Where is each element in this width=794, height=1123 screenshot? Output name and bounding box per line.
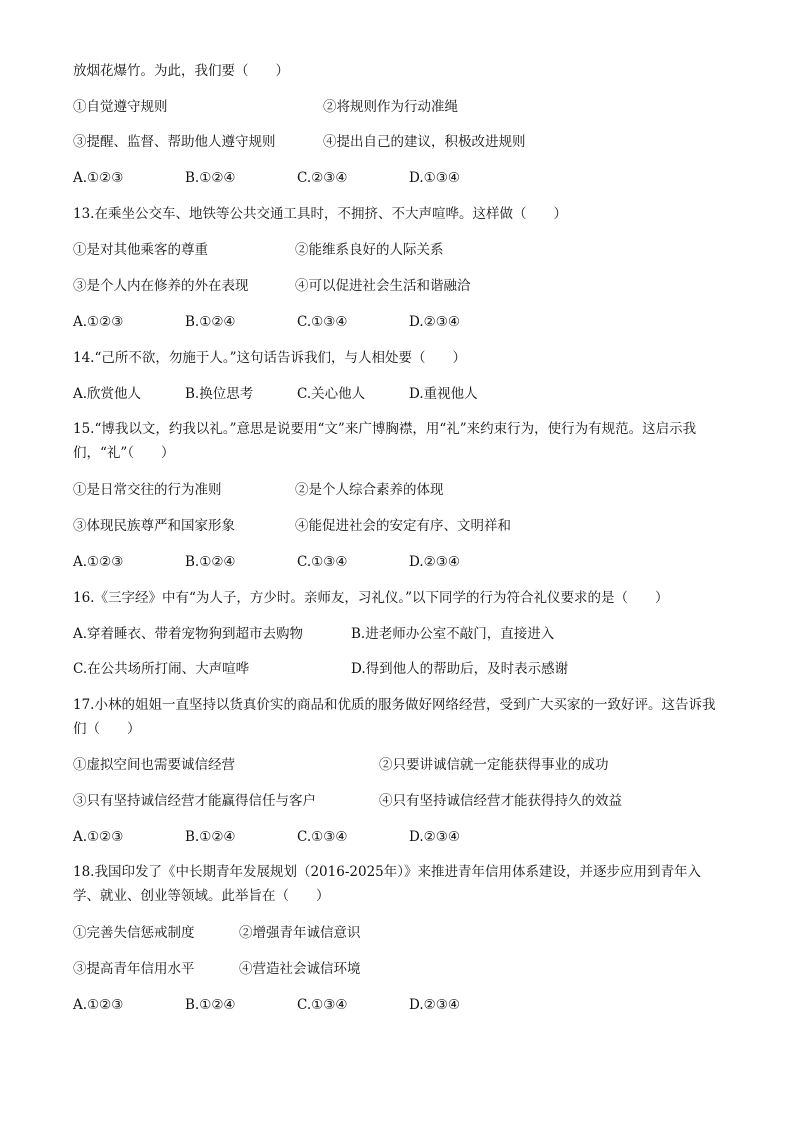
q12-choice-c: C.②③④: [297, 170, 348, 186]
q12-statement-2: ②将规则作为行动准绳: [323, 99, 458, 115]
q12-choice-d: D.①③④: [409, 170, 460, 186]
q12-options-row2: [73, 133, 526, 151]
q15-statement-1: ①是日常交往的行为准则: [73, 482, 222, 498]
q18-choice-b: B.①②④: [185, 997, 236, 1013]
q16-stem: 16.《三字经》中有“为人子，方少时。亲师友，习礼仪。”以下同学的行为符合礼仪要求的是（ ）: [73, 590, 669, 606]
q13-statement-3: ③是个人内在修养的外在表现: [73, 278, 249, 294]
q16-choice-d: D.得到他人的帮助后，及时表示感谢: [351, 661, 569, 677]
q12-choice-a: A.①②③: [73, 170, 124, 186]
q16-choice-b: B.进老师办公室不敲门，直接进入: [351, 626, 555, 642]
q13-choice-a: A.①②③: [73, 314, 124, 330]
q17-choice-b: B.①②④: [185, 829, 236, 845]
q15-statement-4: ④能促进社会的安定有序、文明祥和: [295, 518, 511, 534]
q12-choice-b: B.①②④: [185, 170, 236, 186]
q13-stem: 13.在乘坐公交车、地铁等公共交通工具时，不拥挤、不大声喧哗。这样做（ ）: [73, 206, 567, 222]
q18-statement-4: ④营造社会诚信环境: [239, 961, 361, 977]
q18-statement-2: ②增强青年诚信意识: [239, 925, 361, 941]
q13-choice-b: B.①②④: [185, 314, 236, 330]
q18-statement-3: ③提高青年信用水平: [73, 961, 195, 977]
q13-choices: [73, 313, 460, 331]
q15-statement-3: ③体现民族尊严和国家形象: [73, 518, 235, 534]
q13-choice-d: D.②③④: [409, 314, 460, 330]
q17-statement-1: ①虚拟空间也需要诚信经营: [73, 757, 235, 773]
q16-choices-row2: [73, 660, 568, 678]
q14-choices: [73, 385, 478, 403]
q15-stem: 15.“博我以文，约我以礼。”意思是说要用“文”来广博胸襟，用“礼”来约束行为，使行为有规范。这启示我们，“礼”（ ）: [73, 421, 697, 461]
q17-options-row1: [73, 756, 609, 774]
q13-options-row2: [73, 277, 471, 295]
q17-statement-3: ③只有坚持诚信经营才能赢得信任与客户: [73, 793, 316, 809]
q12-stem: 放烟花爆竹。为此，我们要（ ）: [73, 63, 289, 79]
q15-choice-b: B.①②④: [185, 554, 236, 570]
q17-stem: 17.小林的姐姐一直坚持以货真价实的商品和优质的服务做好网络经营，受到广大买家的一致好评。这告诉我们（ ）: [73, 697, 716, 737]
q14-choice-a: A.欣赏他人: [73, 386, 142, 402]
q17-choice-d: D.②③④: [409, 829, 460, 845]
q15-choices: [73, 553, 460, 571]
q17-choice-c: C.①③④: [297, 829, 348, 845]
q17-options-row2: [73, 792, 622, 810]
q17-statement-2: ②只要讲诚信就一定能获得事业的成功: [379, 757, 609, 773]
q15-choice-a: A.①②③: [73, 554, 124, 570]
q15-choice-c: C.①③④: [297, 554, 348, 570]
q12-statement-4: ④提出自己的建议，积极改进规则: [323, 134, 526, 150]
q15-options-row1: [73, 481, 444, 499]
q18-stem: 18.我国印发了《中长期青年发展规划（2016-2025年）》来推进青年信用体系建设，并逐步应用到青年入学、就业、创业等领域。此举旨在（ ）: [73, 864, 701, 904]
q13-statement-4: ④可以促进社会生活和谐融洽: [295, 278, 471, 294]
q12-statement-1: ①自觉遵守规则: [73, 99, 168, 115]
q14-stem: 14.“己所不欲，勿施于人。”这句话告诉我们，与人相处要（ ）: [73, 350, 467, 366]
q18-choice-d: D.②③④: [409, 997, 460, 1013]
q12-options-row1: [73, 98, 458, 116]
q15-statement-2: ②是个人综合素养的体现: [295, 482, 444, 498]
q18-choices: [73, 996, 460, 1014]
q18-choice-a: A.①②③: [73, 997, 124, 1013]
q13-statement-1: ①是对其他乘客的尊重: [73, 242, 208, 258]
q17-choices: [73, 828, 460, 846]
q16-choice-c: C.在公共场所打闹、大声喧哗: [73, 661, 250, 677]
q18-options-row2: [73, 960, 361, 978]
q18-choice-c: C.①③④: [297, 997, 348, 1013]
q13-options-row1: [73, 241, 444, 259]
q16-choice-a: A.穿着睡衣、带着宠物狗到超市去购物: [73, 626, 304, 642]
q17-choice-a: A.①②③: [73, 829, 124, 845]
q17-statement-4: ④只有坚持诚信经营才能获得持久的效益: [379, 793, 622, 809]
q14-choice-c: C.关心他人: [297, 386, 366, 402]
q12-choices: [73, 169, 460, 187]
q12-statement-3: ③提醒、监督、帮助他人遵守规则: [73, 134, 276, 150]
q16-choices-row1: [73, 625, 554, 643]
q14-choice-b: B.换位思考: [185, 386, 254, 402]
q13-statement-2: ②能维系良好的人际关系: [295, 242, 444, 258]
q18-statement-1: ①完善失信惩戒制度: [73, 925, 195, 941]
q14-choice-d: D.重视他人: [409, 386, 478, 402]
q18-options-row1: [73, 924, 361, 942]
q13-choice-c: C.①③④: [297, 314, 348, 330]
q15-options-row2: [73, 517, 511, 535]
q15-choice-d: D.②③④: [409, 554, 460, 570]
